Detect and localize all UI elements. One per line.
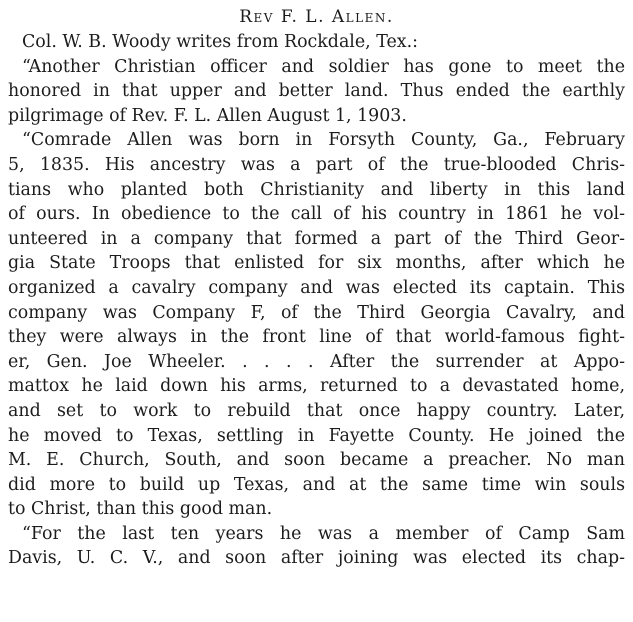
text-line: honored in that upper and better land. Thus ended the earthly	[8, 81, 625, 102]
text-line: to Christ, than this good man.	[8, 499, 273, 520]
byline: Col. W. B. Woody writes from Rockdale, Tex.:	[22, 32, 418, 52]
text-line: er, Gen. Joe Wheeler. . . . . After the surrender at Appo-	[8, 351, 625, 372]
text-line: they were always in the front line of that world-famous fight-	[8, 327, 625, 348]
text-line: M. E. Church, South, and soon became a preacher. No man	[8, 450, 625, 471]
text-line: of ours. In obedience to the call of his country in 1861 he vol-	[8, 204, 625, 225]
text-line: and set to work to rebuild that once happy country. Later,	[8, 400, 625, 421]
text-line: 5, 1835. His ancestry was a part of the true-blooded Chris-	[8, 154, 625, 175]
text-line: “For the last ten years he was a member of Camp Sam	[22, 523, 625, 544]
text-line: “Comrade Allen was born in Forsyth County, Ga., February	[22, 130, 625, 151]
text-line: he moved to Texas, settling in Fayette County. He joined the	[8, 425, 625, 446]
text-line: did more to build up Texas, and at the same time win souls	[8, 474, 625, 495]
text-line: pilgrimage of Rev. F. L. Allen August 1, 1903.	[8, 105, 407, 126]
text-line: organized a cavalry company and was elected its captain. This	[8, 277, 625, 298]
text-line: unteered in a company that formed a part of the Third Geor-	[8, 228, 625, 249]
text-line: company was Company F, of the Third Georgia Cavalry, and	[8, 302, 625, 323]
text-line: gia State Troops that enlisted for six months, after which he	[8, 253, 625, 274]
article-heading: Rev F. L. Allen.	[239, 7, 394, 27]
text-line: Davis, U. C. V., and soon after joining was elected its chap-	[8, 548, 625, 569]
text-line: “Another Christian officer and soldier has gone to meet the	[22, 56, 625, 77]
text-line: mattox he laid down his arms, returned to a devastated home,	[8, 376, 625, 397]
text-line: tians who planted both Christianity and liberty in this land	[8, 179, 625, 200]
